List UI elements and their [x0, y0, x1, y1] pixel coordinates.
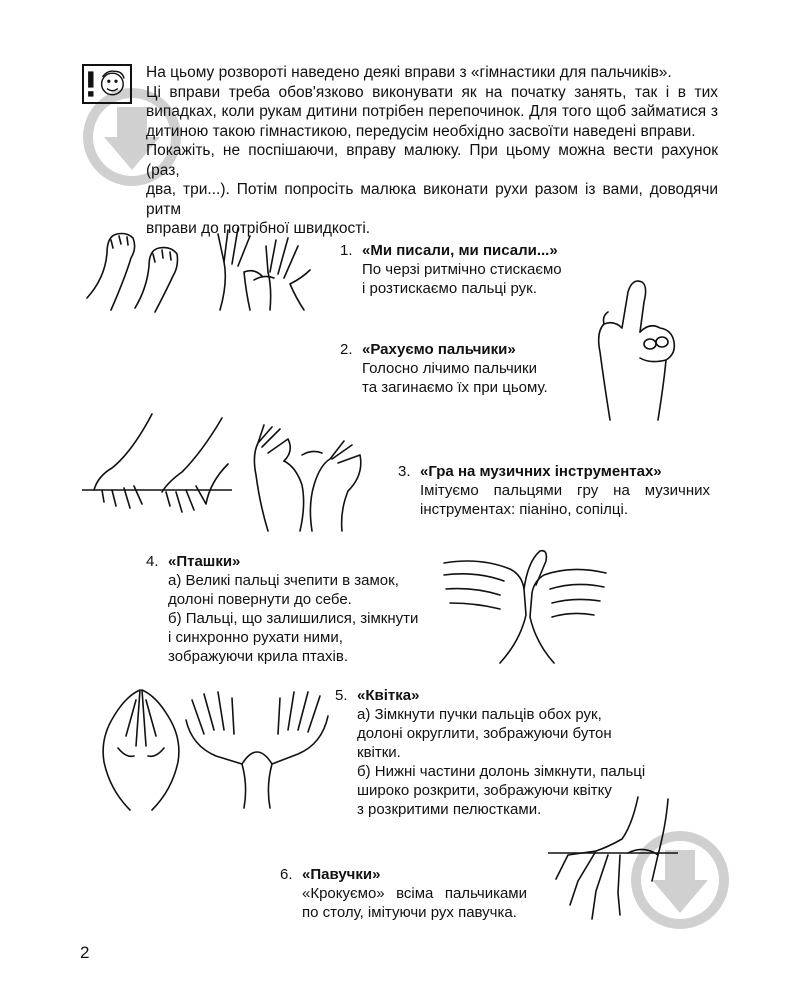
exercise-text: долоні округлити, зображуючи бутон: [357, 725, 612, 742]
exercise-number: 6.: [280, 866, 293, 883]
exercise-text: по столу, імітуючи рух павучка.: [302, 904, 517, 921]
bird-hands-illustration: [440, 545, 610, 665]
exercise-text: «Крокуємо» всіма пальчиками: [302, 885, 527, 902]
exercise-text: інструментах: піаніно, сопілці.: [420, 501, 628, 518]
exercise-text: б) Нижні частини долонь зімкнути, пальці: [357, 763, 646, 780]
exercise-text: квітки.: [357, 744, 401, 761]
intro-line: Ці вправи треба обов'язково виконувати як на початку занять, так і в тих: [146, 83, 718, 101]
attention-face-icon: [82, 64, 132, 104]
exercise-1: [340, 241, 602, 298]
exercise-title: «Гра на музичних інструментах»: [420, 463, 662, 480]
flower-hands-illustration: [182, 690, 332, 810]
exercise-text: По черзі ритмічно стискаємо: [362, 261, 562, 278]
intro-line: вправи до потрібної швидкості.: [146, 220, 371, 237]
exercise-text: широко розкрити, зображуючи квітку: [357, 782, 612, 799]
intro-line: два, три...). Потім попросіть малюка виконати рухи разом із вами, доводячи ритм: [146, 181, 718, 218]
page-number: 2: [80, 943, 90, 962]
exercise-text: з розкритими пелюстками.: [357, 801, 542, 818]
spider-hand-illustration: [548, 795, 678, 925]
counting-hand-illustration: [580, 272, 690, 422]
intro-line: Покажіть, не поспішаючи, вправу малюку. При цьому можна вести рахунок (раз,: [146, 142, 718, 179]
exercise-number: 1.: [340, 242, 353, 259]
flute-hands-illustration: [248, 415, 368, 533]
intro-line: дитиною такою гімнастикою, передусім необхідно засвоїти наведені вправи.: [146, 122, 696, 140]
bud-hands-illustration: [96, 686, 186, 812]
fists-illustration: [85, 218, 195, 313]
open-hands-illustration: [210, 222, 325, 312]
intro-line: На цьому розвороті наведено деякі вправи з «гімнастики для пальчиків».: [146, 64, 672, 81]
exercise-title: «Ми писали, ми писали...»: [362, 242, 558, 259]
exercise-text: зображуючи крила птахів.: [168, 648, 348, 665]
exercise-text: і синхронно рухати ними,: [168, 629, 343, 646]
exercise-text: Імітуємо пальцями гру на музичних: [420, 482, 710, 499]
intro-line: випадках, коли рукам дитини потрібен перепочинок. Для того щоб займатися з: [146, 103, 718, 120]
exercise-number: 2.: [340, 341, 353, 358]
exercise-4: [146, 552, 428, 666]
exercise-text: а) Великі пальці зчепити в замок,: [168, 572, 399, 589]
exercise-text: а) Зімкнути пучки пальців обох рук,: [357, 706, 602, 723]
exercise-number: 4.: [146, 553, 159, 570]
exercise-number: 5.: [335, 687, 348, 704]
exercise-title: «Павучки»: [302, 866, 381, 883]
exercise-6: [280, 865, 527, 922]
exercise-3: [398, 462, 710, 519]
exercise-number: 3.: [398, 463, 411, 480]
intro-text: [146, 63, 718, 239]
exercise-text: та загинаємо їх при цьому.: [362, 379, 548, 396]
exercise-title: «Рахуємо пальчики»: [362, 341, 516, 358]
exercise-2: [340, 340, 582, 397]
exercise-text: і розтискаємо пальці рук.: [362, 280, 537, 297]
exercise-title: «Квітка»: [357, 687, 420, 704]
piano-hands-illustration: [82, 412, 232, 527]
exercise-text: Голосно лічимо пальчики: [362, 360, 537, 377]
exercise-text: б) Пальці, що залишилися, зімкнути: [168, 610, 419, 627]
exercise-text: долоні повернути до себе.: [168, 591, 352, 608]
exercise-title: «Пташки»: [168, 553, 241, 570]
